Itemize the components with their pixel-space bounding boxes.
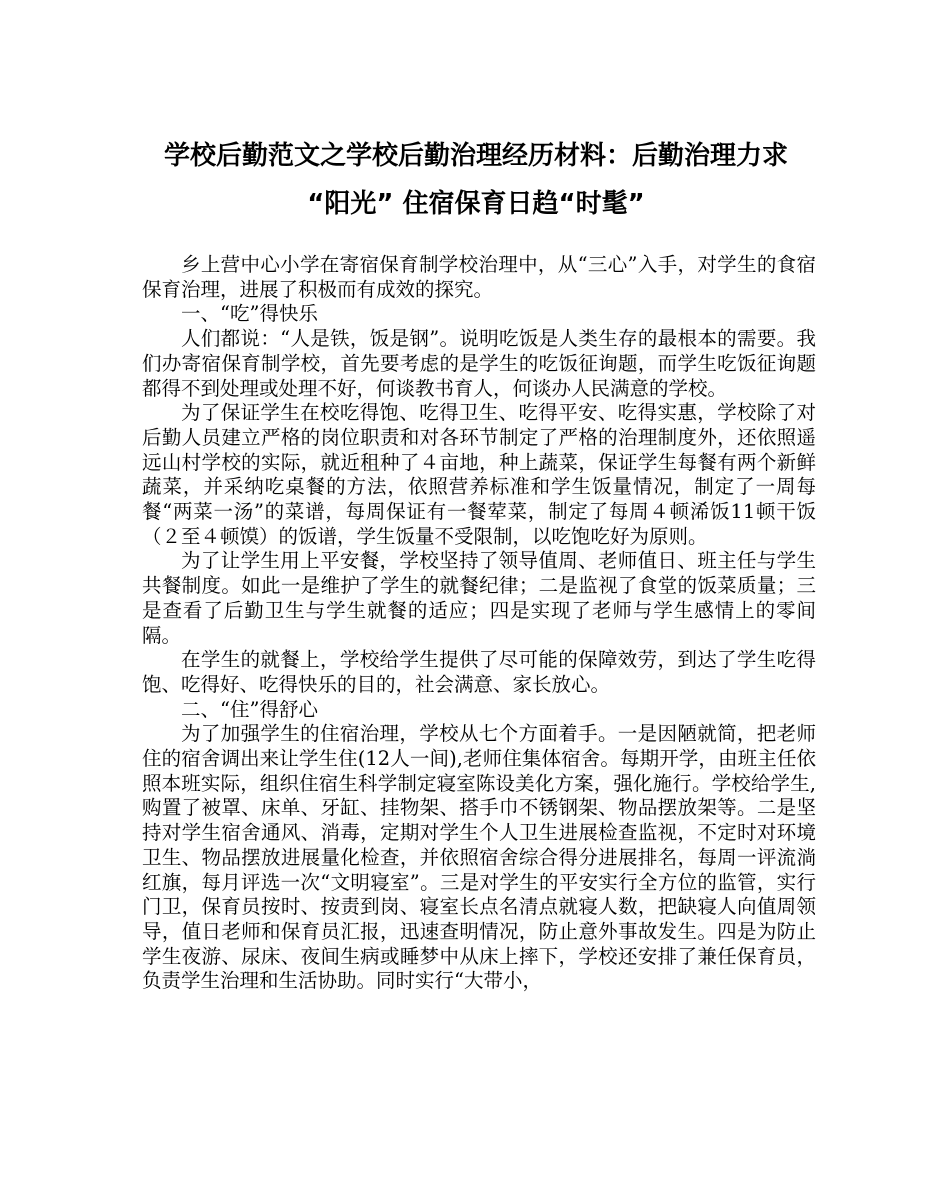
paragraph: 人们都说：“人是铁，饭是钢”。说明吃饭是人类生存的最根本的需要。我们办寄宿保育制学校，首先要考虑的是学生的吃饭征询题，而学生吃饭征询题都得不到处理或处理不好，何谈教书育人，何谈办人民满意的学校。	[142, 327, 816, 400]
section-heading-eat: 一、“吃”得快乐	[181, 302, 318, 326]
paragraph-intro: 乡上营中心小学在寄宿保育制学校治理中，从“三心”入手，对学生的食宿保育治理，进展了积极而有成效的探究。	[142, 253, 816, 301]
paragraph: 为了让学生用上平安餐，学校坚持了领导值周、老师值日、班主任与学生共餐制度。如此一是维护了学生的就餐纪律；二是监视了食堂的饭菜质量；三是查看了后勤卫生与学生就餐的适应；四是实现了老师与学生感情上的零间隔。	[142, 549, 816, 647]
title-line-1: 学校后勤范文之学校后勤治理经历材料：后勤治理力求	[163, 141, 788, 171]
section-heading-live: 二、“住”得舒心	[181, 697, 318, 721]
paragraph: 在学生的就餐上，学校给学生提供了尽可能的保障效劳，到达了学生吃得饱、吃得好、吃得快乐的目的，社会满意、家长放心。	[142, 648, 816, 696]
paragraph: 为了保证学生在校吃得饱、吃得卫生、吃得平安、吃得实惠，学校除了对后勤人员建立严格的岗位职责和对各环节制定了严格的治理制度外，还依照遥远山村学校的实际，就近租种了４亩地，种上蔬菜，保证学生每餐有两个新鲜蔬菜，并采纳吃桌餐的方法，依照营养标准和学生饭量情况，制定了一周每餐“两菜一汤”的菜谱，每周保证有一餐荤菜，制定了每周４顿浠饭11顿干饭（２至４顿馍）的饭谱，学生饭量不受限制，以吃饱吃好为原则。	[142, 401, 816, 548]
paragraph: 为了加强学生的住宿治理，学校从七个方面着手。一是因陋就简，把老师住的宿舍调出来让学生住(12人一间),老师住集体宿舍。每期开学，由班主任依照本班实际，组织住宿生科学制定寝室陈设美化方案，强化施行。学校给学生,购置了被罩、床单、牙缸、挂物架、搭手巾不锈钢架、物品摆放架等。二是坚持对学生宿舍通风、消毒，定期对学生个人卫生进展检查监视，不定时对环境卫生、物品摆放进展量化检查，并依照宿舍综合得分进展排名，每周一评流淌红旗，每月评选一次“文明寝室”。三是对学生的平安实行全方位的监管，实行门卫，保育员按时、按责到岗、寝室长点名清点就寝人数，把缺寝人向值周领导，值日老师和保育员汇报，迅速查明情况，防止意外事故发生。四是为防止学生夜游、尿床、夜间生病或睡梦中从床上摔下，学校还安排了兼任保育员，负责学生治理和生活协助。同时实行“大带小，	[142, 722, 816, 993]
document-body	[142, 253, 816, 994]
document-title	[140, 132, 812, 228]
title-line-2: “阳光” 住宿保育日趋“时髦”	[307, 189, 645, 219]
